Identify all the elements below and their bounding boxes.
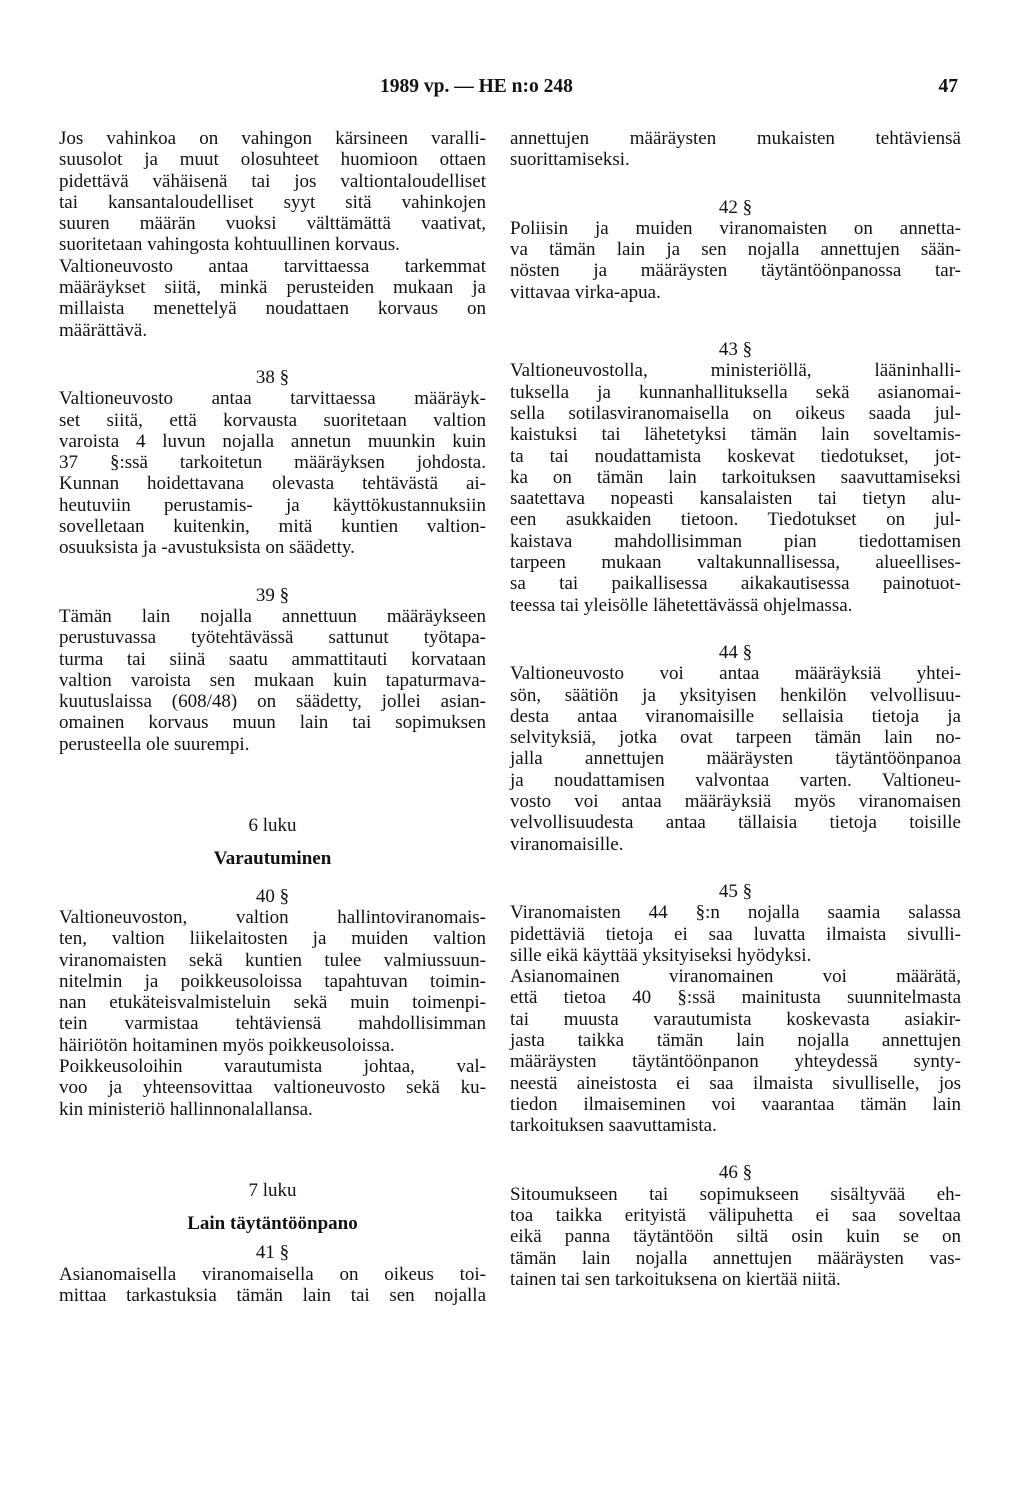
text-line: millaista menettelyä noudattaen korvaus on [59,298,486,320]
page-number: 47 [938,76,958,97]
text-line: Valtioneuvosto antaa tarvittaessa määräyk- [59,388,486,410]
chapter-6-title: Varautuminen [213,848,332,870]
text-line: ta tai noudattamista koskevat tiedotukset, jot- [510,445,961,467]
text-line: turma tai siinä saatu ammattitauti korvataan [59,648,486,670]
text-line: osuuksista ja -avustuksista on säädetty. [59,537,355,559]
text-line: mittaa tarkastuksia tämän lain tai sen nojalla [59,1285,486,1307]
text-line: tein varmistaa tehtäviensä mahdollisimman [59,1013,486,1035]
text-line: teessa tai yleisölle lähetettävässä ohjelmassa. [510,594,853,616]
text-line: set siitä, että korvausta suoritetaan valtion [59,409,486,431]
section-heading-46: 46 § [718,1162,753,1184]
page-header [0,76,1024,100]
text-line: sön, säätiön ja yksityisen henkilön velvollisuu- [510,684,961,706]
text-line: desta antaa viranomaisille sellaisia tietoja ja [510,705,961,727]
text-line: omainen korvaus muun lain tai sopimuksen [59,712,486,734]
text-line: sovelletaan kuitenkin, mitä kuntien valtion- [59,516,486,538]
text-line: toa taikka erityistä välipuhetta ei saa soveltaa [510,1205,961,1227]
header-title: 1989 vp. — HE n:o 248 [380,76,573,97]
right-column [510,128,961,1290]
section-46-text [510,1184,961,1290]
text-line: Jos vahinkoa on vahingon kärsineen varalli- [59,128,486,149]
text-line: Asianomaisella viranomaisella on oikeus toi- [59,1263,486,1285]
text-line: kuutuslaissa (608/48) on säädetty, jollei asian- [59,691,486,713]
section-41-text [59,1264,486,1307]
text-line: Poikkeusoloihin varautumista johtaa, val- [59,1055,486,1077]
left-column [59,128,486,1306]
section-43-text [510,360,961,616]
text-line: tiedon ilmaiseminen voi vaarantaa tämän lain [510,1093,961,1115]
text-line: Valtioneuvoston, valtion hallintoviranomais- [59,906,486,928]
text-line: ka on tämän lain tarkoituksen saavuttamiseksi [510,466,961,488]
text-line: kaistava mahdollisimman pian tiedottamisen [510,530,961,552]
section-38-text [59,388,486,558]
text-line: jalla annettujen määräysten täytäntöönpanoa [510,748,961,770]
text-line: tämän lain nojalla annettujen määräysten vas- [510,1247,961,1269]
text-line: Sitoumukseen tai sopimukseen sisältyvää eh- [510,1183,961,1205]
text-line: heutuviin perustamis- ja käyttökustannuksiin [59,494,486,516]
section-44-text [510,663,961,855]
text-line: ja noudattamisen valvontaa varten. Valtioneu- [510,769,961,791]
text-line: suorittamiseksi. [510,149,630,171]
section-41-continued [510,128,961,171]
section-heading-43: 43 § [718,339,753,361]
text-line: Valtioneuvosto antaa tarvittaessa tarkemmat [59,255,486,277]
paragraph [59,128,486,256]
text-line: määräykset siitä, minkä perusteiden mukaan ja [59,277,486,299]
text-line: Kunnan hoidettavana olevasta tehtävästä ai- [59,473,486,495]
text-line: tuksella ja kunnanhallituksella sekä asianomai- [510,381,961,403]
section-45-text [510,902,961,966]
text-line: voo ja yhteensovittaa valtioneuvosto sekä ku- [59,1077,486,1099]
text-line: Valtioneuvosto voi antaa määräyksiä yhtei- [510,663,961,685]
text-line: Tämän lain nojalla annettuun määräykseen [59,605,486,627]
text-line: Asianomainen viranomainen voi määrätä, [510,966,961,988]
text-line: neestä aineistosta ei saa ilmaista sivulliselle, jos [510,1072,961,1094]
section-heading-42: 42 § [718,196,753,218]
text-line: sa tai paikallisessa aikakautisessa painotuot- [510,573,961,595]
text-line: suuren määrän vuoksi välttämättä vaativat, [59,213,486,235]
text-line: velvollisuudesta antaa tällaisia tietoja toisille [510,812,961,834]
text-line: 37 §:ssä tarkoitetun määräyksen johdosta. [59,452,486,474]
text-line: Poliisin ja muiden viranomaisten on annetta- [510,217,961,239]
text-line: nitelmin ja poikkeusoloissa tapahtuvan toimin- [59,970,486,992]
chapter-6-number: 6 luku [248,815,297,837]
text-line: annettujen määräysten mukaisten tehtäviensä [510,128,961,149]
chapter-7-title: Lain täytäntöönpano [187,1213,358,1235]
paragraph [59,256,486,341]
text-line: viranomaisten sekä kuntien tulee valmiussuun- [59,949,486,971]
section-heading-44: 44 § [718,641,753,663]
section-39-text [59,606,486,755]
section-40-text [59,907,486,1056]
text-line: häiriötön hoitaminen myös poikkeusoloissa. [59,1034,395,1056]
text-line: tarpeen mukaan valtakunnallisessa, alueellises- [510,552,961,574]
section-heading-40: 40 § [255,885,290,907]
text-line: vittavaa virka-apua. [510,281,661,303]
text-line: valtion varoista sen mukaan kuin tapaturmava- [59,669,486,691]
text-line: tai kansantaloudelliset syyt sitä vahinkojen [59,191,486,213]
text-line: määrättävä. [59,319,148,341]
text-line: kaistuksi tai lähetetyksi tämän lain soveltamis- [510,424,961,446]
section-42-text [510,218,961,303]
text-line: viranomaisille. [510,833,624,855]
text-line: varoista 4 luvun nojalla annetun muunkin kuin [59,430,486,452]
text-line: tarkoituksen saavuttamista. [510,1115,717,1137]
text-line: määräysten täytäntöönpanon yhteydessä synty- [510,1051,961,1073]
text-line: suoritetaan vahingosta kohtuullinen korvaus. [59,234,400,256]
section-45-text-2 [510,966,961,1136]
text-line: ten, valtion liikelaitosten ja muiden valtion [59,928,486,950]
chapter-7-number: 7 luku [248,1179,297,1201]
text-line: kin ministeriö hallinnonalallansa. [59,1098,313,1120]
section-heading-41: 41 § [255,1242,290,1264]
text-line: pidettäviä tietoja ei saa luvatta ilmaista sivulli- [510,923,961,945]
text-line: eikä panna täytäntöön siltä osin kuin se on [510,1226,961,1248]
text-line: nan etukäteisvalmisteluin sekä muin toimenpi- [59,992,486,1014]
text-line: perustuvassa työtehtävässä sattunut työtapa- [59,627,486,649]
text-line: tai muusta varautumista koskevasta asiakir- [510,1008,961,1030]
section-heading-45: 45 § [718,880,753,902]
text-line: pidettävä vähäisenä tai jos valtiontaloudelliset [59,170,486,192]
text-line: perusteella ole suurempi. [59,733,250,755]
text-line: selvityksiä, jotka ovat tarpeen tämän lain no- [510,727,961,749]
text-line: va tämän lain ja sen nojalla annettujen sään- [510,239,961,261]
text-line: Valtioneuvostolla, ministeriöllä, lääninhalli- [510,360,961,382]
text-line: saatettava nopeasti kansalaisten tai tietyn alu- [510,488,961,510]
text-line: nösten ja määräysten täytäntöönpanossa tar- [510,260,961,282]
section-heading-39: 39 § [255,584,290,606]
text-line: tainen tai sen tarkoituksena on kiertää niitä. [510,1268,841,1290]
text-line: että tietoa 40 §:ssä mainitusta suunnitelmasta [510,987,961,1009]
text-line: vosto voi antaa määräyksiä myös viranomaisen [510,791,961,813]
text-line: een asukkaiden tietoon. Tiedotukset on jul- [510,509,961,531]
text-line: sella sotilasviranomaisella on oikeus saada jul- [510,402,961,424]
text-line: sille eikä käyttää yksityiseksi hyödyksi. [510,944,812,966]
text-line: suusolot ja muut olosuhteet huomioon ottaen [59,149,486,171]
text-line: jasta taikka tämän lain nojalla annettujen [510,1029,961,1051]
text-line: Viranomaisten 44 §:n nojalla saamia salassa [510,902,961,924]
section-40-text-2 [59,1056,486,1120]
section-heading-38: 38 § [255,366,290,388]
